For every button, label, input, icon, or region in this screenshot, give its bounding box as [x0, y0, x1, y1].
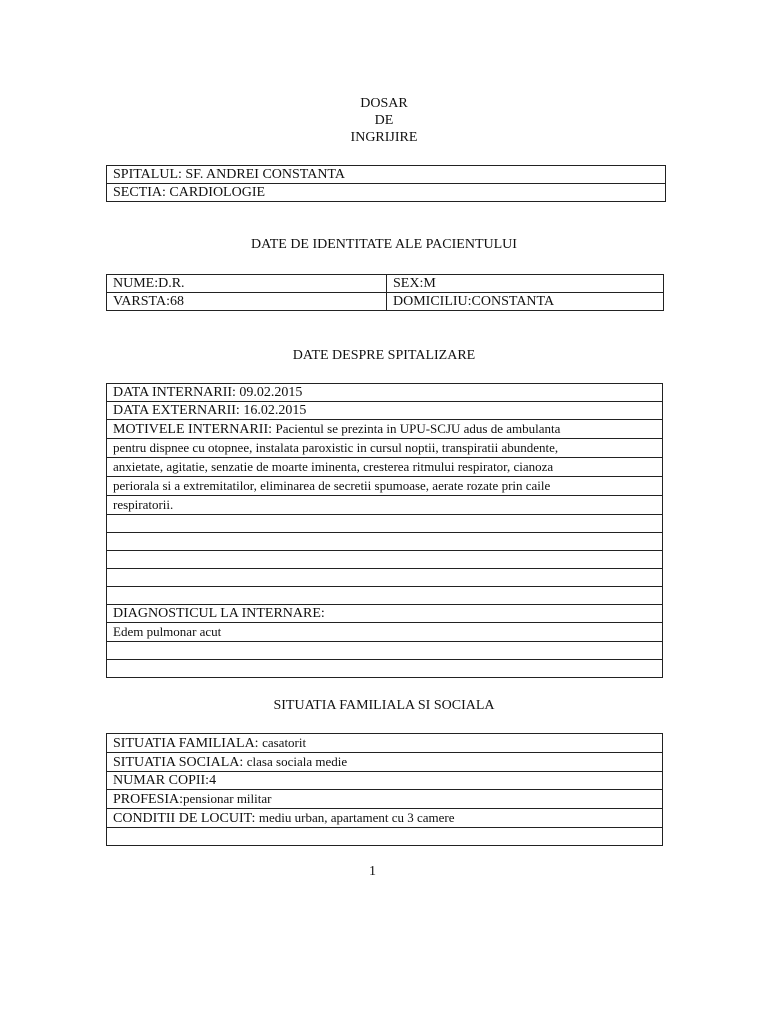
varsta-cell: VARSTA:68 — [107, 293, 387, 311]
family-table — [106, 733, 663, 846]
table-row — [107, 515, 663, 533]
empty-cell — [107, 515, 663, 533]
identity-heading: DATE DE IDENTITATE ALE PACIENTULUI — [251, 237, 517, 252]
motive-line-cell — [107, 439, 663, 458]
familiala-cell — [107, 734, 663, 753]
motive-line-cell — [107, 496, 663, 515]
domiciliu-cell: DOMICILIU:CONSTANTA — [387, 293, 664, 311]
family-heading: SITUATIA FAMILIALA SI SOCIALA — [273, 698, 495, 713]
diagnostic-label-cell: DIAGNOSTICUL LA INTERNARE: — [107, 605, 663, 623]
table-row — [107, 477, 663, 496]
data-externarii-cell: DATA EXTERNARII: 16.02.2015 — [107, 402, 663, 420]
motive-line-cell — [107, 477, 663, 496]
title-line-3: INGRIJIRE — [350, 130, 418, 145]
table-row — [107, 790, 663, 809]
motive-cell — [107, 420, 663, 439]
table-row — [107, 660, 663, 678]
title-line-1: DOSAR — [360, 96, 408, 111]
table-row — [107, 809, 663, 828]
identity-table — [106, 274, 664, 311]
sociala-cell — [107, 753, 663, 772]
table-row — [107, 166, 666, 184]
empty-cell — [107, 642, 663, 660]
sociala-value: clasa sociala medie — [246, 754, 348, 769]
copii-cell: NUMAR COPII:4 — [107, 772, 663, 790]
conditii-value: mediu urban, apartament cu 3 camere — [258, 810, 455, 825]
spital-cell: SPITALUL: SF. ANDREI CONSTANTA — [107, 166, 666, 184]
table-row — [107, 587, 663, 605]
conditii-label: CONDITII DE LOCUIT: — [113, 811, 259, 826]
motive-line-5: respiratorii. — [113, 497, 174, 512]
table-row — [107, 275, 664, 293]
hospitalization-heading: DATE DESPRE SPITALIZARE — [292, 348, 476, 363]
motive-line-4: periorala si a extremitatilor, eliminarea de secretii spumoase, aerate rozate prin caile — [113, 478, 551, 493]
empty-cell — [107, 569, 663, 587]
motive-line-3: anxietate, agitatie, senzatie de moarte iminenta, cresterea ritmului respirator, cianoza — [113, 459, 554, 474]
diagnostic-value-cell — [107, 623, 663, 642]
data-internarii-cell: DATA INTERNARII: 09.02.2015 — [107, 384, 663, 402]
title-line-2: DE — [374, 113, 394, 128]
table-row — [107, 753, 663, 772]
sectia-cell: SECTIA: CARDIOLOGIE — [107, 184, 666, 202]
conditii-cell — [107, 809, 663, 828]
table-row — [107, 420, 663, 439]
diagnostic-value: Edem pulmonar acut — [113, 624, 222, 639]
table-row — [107, 533, 663, 551]
motive-line-2: pentru dispnee cu otopnee, instalata paroxistic in cursul noptii, transpiratii abundente, — [113, 440, 559, 455]
familiala-value: casatorit — [262, 735, 307, 750]
table-row — [107, 384, 663, 402]
nume-cell: NUME:D.R. — [107, 275, 387, 293]
table-row — [107, 569, 663, 587]
motive-line-cell — [107, 458, 663, 477]
table-row — [107, 458, 663, 477]
empty-cell — [107, 551, 663, 569]
table-row — [107, 772, 663, 790]
motive-label: MOTIVELE INTERNARII: — [113, 422, 276, 437]
sociala-label: SITUATIA SOCIALA: — [113, 755, 247, 770]
profesia-cell — [107, 790, 663, 809]
profesia-label: PROFESIA: — [113, 792, 184, 807]
table-row — [107, 439, 663, 458]
table-row — [107, 496, 663, 515]
profesia-value: pensionar militar — [183, 791, 272, 806]
familiala-label: SITUATIA FAMILIALA: — [113, 736, 263, 751]
empty-cell — [107, 587, 663, 605]
table-row — [107, 642, 663, 660]
sex-cell: SEX:M — [387, 275, 664, 293]
table-row — [107, 402, 663, 420]
table-row — [107, 734, 663, 753]
table-row — [107, 551, 663, 569]
table-row — [107, 184, 666, 202]
document-title — [0, 95, 768, 146]
page-number: 1 — [369, 864, 376, 879]
hospitalization-table — [106, 383, 663, 678]
hospital-table — [106, 165, 666, 202]
empty-cell — [107, 660, 663, 678]
table-row — [107, 623, 663, 642]
table-row — [107, 828, 663, 846]
table-row — [107, 293, 664, 311]
table-row — [107, 605, 663, 623]
empty-cell — [107, 533, 663, 551]
motive-line-1: Pacientul se prezinta in UPU-SCJU adus de ambulanta — [275, 421, 561, 436]
empty-cell — [107, 828, 663, 846]
